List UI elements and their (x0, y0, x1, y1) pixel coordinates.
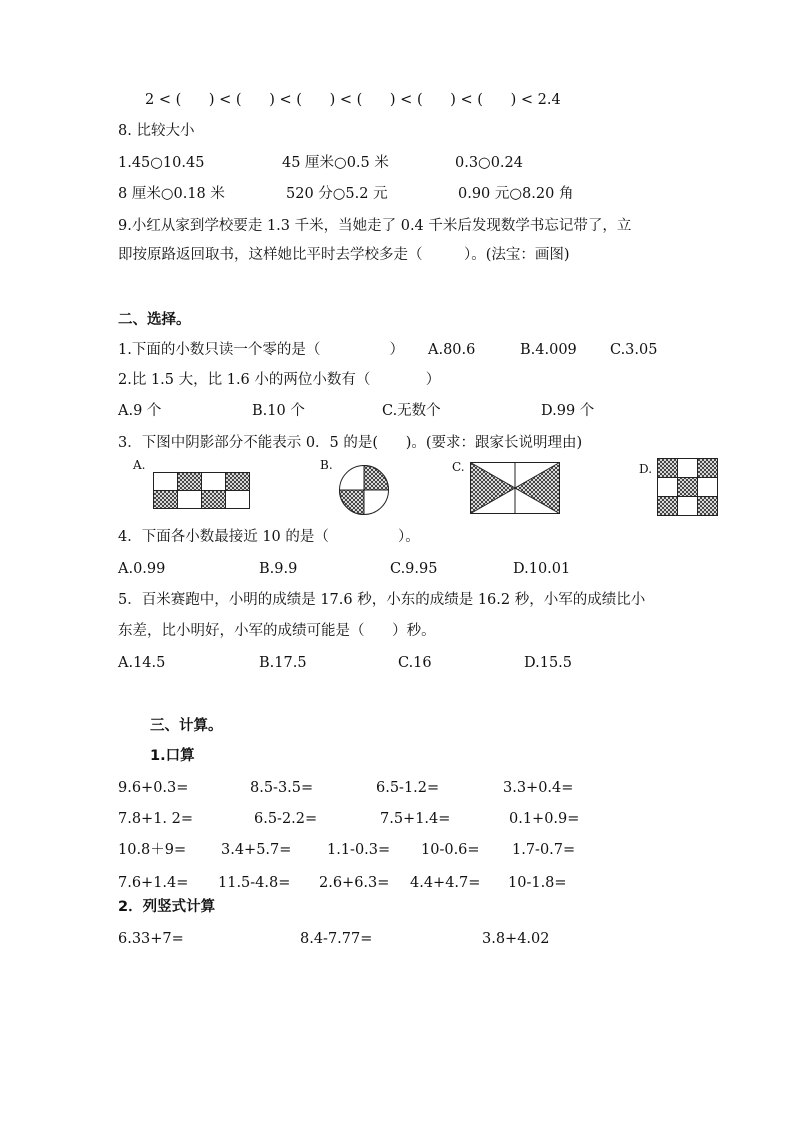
oral-item: 9.6+0.3= (118, 780, 189, 796)
oral-item: 8.5-3.5= (250, 780, 314, 796)
choice-option: C.9.95 (390, 561, 438, 577)
choice-option: A.80.6 (428, 342, 476, 358)
oral-item: 4.4+4.7= (410, 875, 481, 891)
choice-option: A.14.5 (118, 655, 166, 671)
q8-item: 0.90 元○8.20 角 (458, 186, 574, 202)
oral-item: 6.5-1.2= (376, 780, 440, 796)
q8-title: 8. 比较大小 (118, 123, 195, 139)
choice-option: D.15.5 (524, 655, 573, 671)
ordering-question: 2 < ( ) < ( ) < ( ) < ( ) < ( ) < ( ) < 2.4 (145, 92, 561, 108)
oral-item: 0.1+0.9= (509, 811, 580, 827)
oral-item: 10-1.8= (508, 875, 567, 891)
figure-b-shaded-circle (338, 464, 390, 516)
q9-line1: 9.小红从家到学校要走 1.3 千米，当她走了 0.4 千米后发现数学书忘记带了，立 (118, 218, 632, 234)
oral-item: 2.6+6.3= (319, 875, 390, 891)
oral-item: 10.8＋9= (118, 842, 187, 858)
choice-option: D.99 个 (541, 403, 595, 419)
choice-option: C.无数个 (382, 403, 441, 419)
oral-item: 7.5+1.4= (380, 811, 451, 827)
figure-a-shaded-grid (153, 472, 252, 510)
oral-item: 3.4+5.7= (221, 842, 292, 858)
section-3-title: 三、计算。 (150, 718, 223, 734)
q8-item: 8 厘米○0.18 米 (118, 186, 225, 202)
choice-option: B.10 个 (252, 403, 305, 419)
q8-item: 1.45○10.45 (118, 155, 205, 171)
oral-item: 7.6+1.4= (118, 875, 189, 891)
oral-item: 7.8+1. 2= (118, 811, 194, 827)
figure-d-shaded-grid (657, 458, 719, 516)
oral-item: 3.3+0.4= (503, 780, 574, 796)
section-2-title: 二、选择。 (118, 312, 191, 328)
q8-item: 0.3○0.24 (455, 155, 523, 171)
figure-label-d: D. (639, 462, 653, 476)
choice-option: C.16 (398, 655, 432, 671)
choice-option: B.9.9 (259, 561, 298, 577)
choice-q2-stem: 2.比 1.5 大，比 1.6 小的两位小数有（ ） (118, 372, 441, 388)
choice-q5-line1: 5．百米赛跑中，小明的成绩是 17.6 秒，小东的成绩是 16.2 秒，小军的成绩比小 (118, 592, 646, 608)
choice-q4-stem: 4．下面各小数最接近 10 的是（ ）。 (118, 529, 420, 545)
choice-option: C.3.05 (610, 342, 658, 358)
q8-item: 520 分○5.2 元 (286, 186, 388, 202)
oral-item: 1.1-0.3= (327, 842, 391, 858)
choice-q3-stem: 3．下图中阴影部分不能表示 0．5 的是( )。(要求：跟家长说明理由) (118, 435, 583, 451)
vertical-item: 6.33+7= (118, 931, 184, 947)
oral-calc-title: 1.口算 (150, 748, 195, 764)
oral-item: 11.5-4.8= (218, 875, 291, 891)
choice-option: A.9 个 (118, 403, 162, 419)
vertical-item: 3.8+4.02 (482, 931, 550, 947)
vertical-item: 8.4-7.77= (300, 931, 373, 947)
figure-c-shaded-bowtie (470, 462, 560, 514)
choice-option: A.0.99 (118, 561, 166, 577)
figure-label-c: C. (452, 460, 465, 474)
choice-option: B.4.009 (520, 342, 577, 358)
choice-option: D.10.01 (513, 561, 571, 577)
oral-item: 1.7-0.7= (512, 842, 576, 858)
figure-label-b: B. (320, 458, 333, 472)
choice-q1-stem: 1.下面的小数只读一个零的是（ ） (118, 342, 404, 358)
figure-label-a: A. (133, 458, 146, 472)
oral-item: 6.5-2.2= (254, 811, 318, 827)
choice-option: B.17.5 (259, 655, 307, 671)
oral-item: 10-0.6= (421, 842, 480, 858)
vertical-calc-title: 2．列竖式计算 (118, 899, 216, 915)
q9-line2: 即按原路返回取书，这样她比平时去学校多走（ ）。(法宝：画图) (118, 247, 570, 263)
q8-item: 45 厘米○0.5 米 (282, 155, 389, 171)
choice-q5-line2: 东差，比小明好，小军的成绩可能是（ ）秒。 (118, 623, 436, 639)
